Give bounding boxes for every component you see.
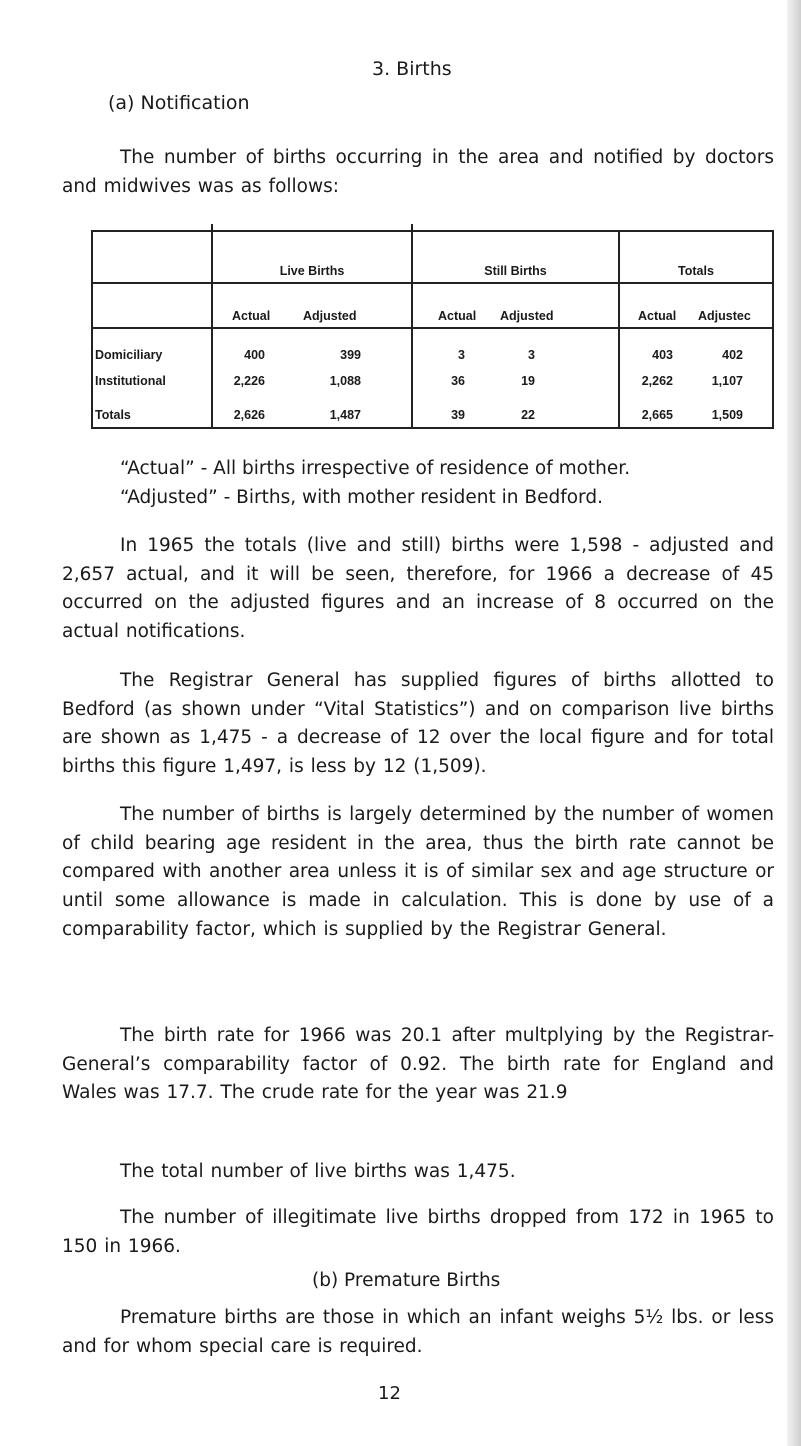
premature-births-heading: (b) Premature Births (312, 1270, 501, 1291)
paragraph-live-births-total: The total number of live births was 1,475. (120, 1161, 516, 1182)
subheader-still-actual: Actual (438, 309, 477, 323)
section-heading: 3. Births (372, 58, 452, 80)
subheader-totals-adjusted: Adjustec (698, 309, 751, 323)
cell-value: 400 (244, 348, 265, 362)
page-number: 12 (378, 1383, 401, 1404)
cell-value: 22 (521, 408, 535, 422)
cell-value: 1,107 (711, 374, 743, 388)
subheader-totals-actual: Actual (638, 309, 677, 323)
cell-value: 36 (451, 374, 465, 388)
row-label-totals: Totals (95, 408, 131, 422)
header-live-births: Live Births (279, 264, 345, 278)
paragraph-illegitimate: The number of illegitimate live births dropped from 172 in 1965 to 150 in 1966. (62, 1207, 774, 1257)
cell-value: 2,665 (641, 408, 673, 422)
subheader-live-actual: Actual (232, 309, 271, 323)
cell-value: 3 (528, 348, 535, 362)
cell-value: 2,262 (641, 374, 673, 388)
subsection-heading: (a) Notification (108, 92, 250, 114)
cell-value: 2,226 (233, 374, 265, 388)
subheader-still-adjusted: Adjusted (500, 309, 554, 323)
paragraph-registrar-figures: The Registrar General has supplied figures of births allotted to Bedford (as shown under “Vital Statistics”) and on comparison live births are shown as 1,475 - a decrease of 12 over the local figure and for total births this figure 1,497, is less by 12 (1,509). (62, 670, 774, 778)
paragraph-birth-rate: The birth rate for 1966 was 20.1 after multplying by the Registrar-General’s comparability factor of 0.92. The birth rate for England and Wales was 17.7. The crude rate for the year was 21.9 (62, 1025, 774, 1104)
row-label-institutional: Institutional (95, 374, 166, 388)
cell-value: 399 (340, 348, 361, 362)
cell-value: 39 (451, 408, 465, 422)
cell-value: 403 (652, 348, 673, 362)
cell-value: 1,509 (711, 408, 743, 422)
cell-value: 1,487 (329, 408, 361, 422)
header-still-births: Still Births (484, 264, 547, 278)
cell-value: 19 (521, 374, 535, 388)
intro-paragraph: The number of births occurring in the area and notified by doctors and midwives was as follows: (62, 147, 774, 197)
paragraph-1965-comparison: In 1965 the totals (live and still) births were 1,598 - adjusted and 2,657 actual, and it will be seen, therefore, for 1966 a decrease of 45 occurred on the adjusted figures and an increase of 8 occurred on the actual notifications. (62, 535, 774, 643)
page-edge-shadow (787, 0, 801, 1446)
note-adjusted: “Adjusted” - Births, with mother resident in Bedford. (120, 487, 603, 508)
premature-births-paragraph: Premature births are those in which an infant weighs 5½ lbs. or less and for whom special care is required. (62, 1307, 774, 1357)
cell-value: 2,626 (233, 408, 265, 422)
row-label-domiciliary: Domiciliary (95, 348, 163, 362)
note-actual: “Actual” - All births irrespective of residence of mother. (120, 458, 631, 479)
cell-value: 3 (458, 348, 465, 362)
births-table (91, 230, 774, 429)
cell-value: 402 (722, 348, 743, 362)
paragraph-comparability: The number of births is largely determined by the number of women of child bearing age resident in the area, thus the birth rate cannot be compared with another area unless it is of similar sex and age structure or until some allowance is made in calculation. This is done by use of a comparability factor, which is supplied by the Registrar General. (62, 804, 774, 940)
subheader-live-adjusted: Adjusted (303, 309, 357, 323)
cell-value: 1,088 (329, 374, 361, 388)
header-totals: Totals (678, 264, 714, 278)
